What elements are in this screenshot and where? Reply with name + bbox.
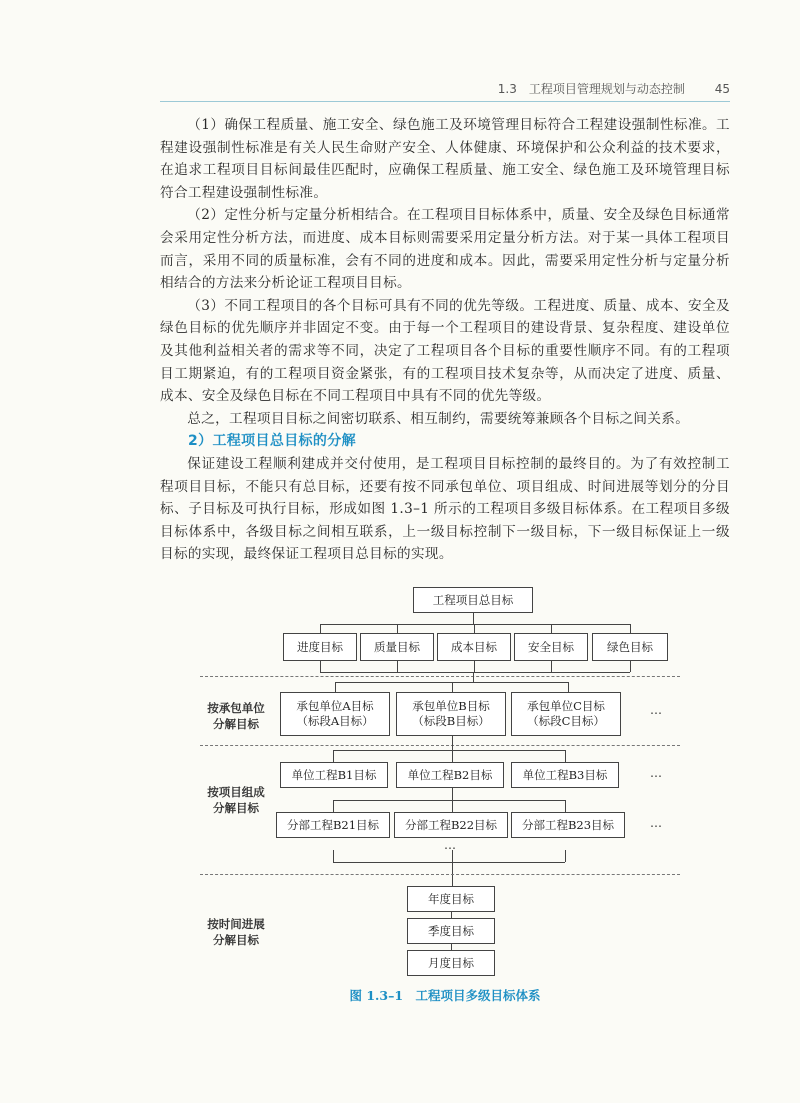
header-rule (160, 101, 730, 102)
figure-caption: 图 1.3–1 工程项目多级目标体系 (349, 988, 541, 1003)
ellipsis: … (650, 816, 662, 830)
quarterly-goal-box: 季度目标 (407, 918, 495, 944)
paragraph-2: （2）定性分析与定量分析相结合。在工程项目目标体系中，质量、安全及绿色目标通常会采用定性分析方法，而进度、成本目标则需要采用定量分析方法。对于某一具体工程项目而言，采用不同的质量标准，会有不同的进度和成本。因此，需要采用定性分析与定量分析相结合的方法来分析论证工程项目目标。 (160, 207, 730, 292)
ellipsis: … (444, 838, 456, 852)
level1-goal-box: 成本目标 (437, 633, 511, 661)
level1-goal-box: 绿色目标 (592, 633, 668, 661)
page-number: 45 (714, 82, 730, 96)
body-text (160, 114, 730, 566)
level1-goal-box: 进度目标 (283, 633, 357, 661)
level1-goal-box: 质量目标 (360, 633, 434, 661)
paragraph-4: 总之，工程项目目标之间密切联系、相互制约，需要统筹兼顾各个目标之间关系。 (187, 410, 690, 427)
root-goal-box: 工程项目总目标 (413, 587, 533, 613)
contractor-goal-box: 承包单位C目标 （标段C目标） (511, 692, 621, 736)
ellipsis: … (650, 766, 662, 780)
unit-goal-box: 单位工程B2目标 (396, 762, 504, 788)
subunit-goal-box: 分部工程B22目标 (394, 812, 508, 838)
subheading: 2）工程项目总目标的分解 (188, 433, 356, 450)
subunit-goal-box: 分部工程B21目标 (276, 812, 390, 838)
subunit-goal-box: 分部工程B23目标 (511, 812, 625, 838)
time-split-label: 按时间进展 分解目标 (207, 917, 265, 947)
paragraph-5: 保证建设工程顺利建成并交付使用，是工程项目目标控制的最终目的。为了有效控制工程项目目标，不能只有总目标，还要有按不同承包单位、项目组成、时间进展等划分的分目标、子目标及可执行目标，形成如图 1.3–1 所示的工程项目多级目标体系。在工程项目多级目标体系中，各级目标之间相互联系，上一级目标控制下一级目标，下一级目标保证上一级目标的实现，最终保证工程项目总目标的实现。 (160, 455, 730, 563)
level1-goal-box: 安全目标 (514, 633, 588, 661)
unit-goal-box: 单位工程B1目标 (280, 762, 388, 788)
contractor-split-label: 按承包单位 分解目标 (207, 701, 265, 731)
component-split-label: 按项目组成 分解目标 (207, 785, 265, 815)
paragraph-1: （1）确保工程质量、施工安全、绿色施工及环境管理目标符合工程建设强制性标准。工程建设强制性标准是有关人民生命财产安全、人体健康、环境保护和公众利益的技术要求，在追求工程项目目标间最佳匹配时，应确保工程质量、施工安全、绿色施工及环境管理目标符合工程建设强制性标准。 (160, 117, 730, 201)
monthly-goal-box: 月度目标 (407, 950, 495, 976)
running-header (160, 80, 730, 97)
annual-goal-box: 年度目标 (407, 886, 495, 912)
section-title: 1.3 工程项目管理规划与动态控制 (497, 82, 685, 96)
contractor-goal-box: 承包单位A目标 （标段A目标） (280, 692, 390, 736)
paragraph-3: （3）不同工程项目的各个目标可具有不同的优先等级。工程进度、质量、成本、安全及绿色目标的优先顺序并非固定不变。由于每一个工程项目的建设背景、复杂程度、建设单位及其他利益相关者的需求等不同，决定了工程项目各个目标的重要性顺序不同。有的工程项目工期紧迫，有的工程项目资金紧张，有的工程项目技术复杂等，从而决定了进度、质量、成本、安全及绿色目标在不同工程项目中具有不同的优先等级。 (160, 297, 730, 405)
ellipsis: … (650, 703, 662, 717)
unit-goal-box: 单位工程B3目标 (511, 762, 619, 788)
contractor-goal-box: 承包单位B目标 （标段B目标） (396, 692, 506, 736)
